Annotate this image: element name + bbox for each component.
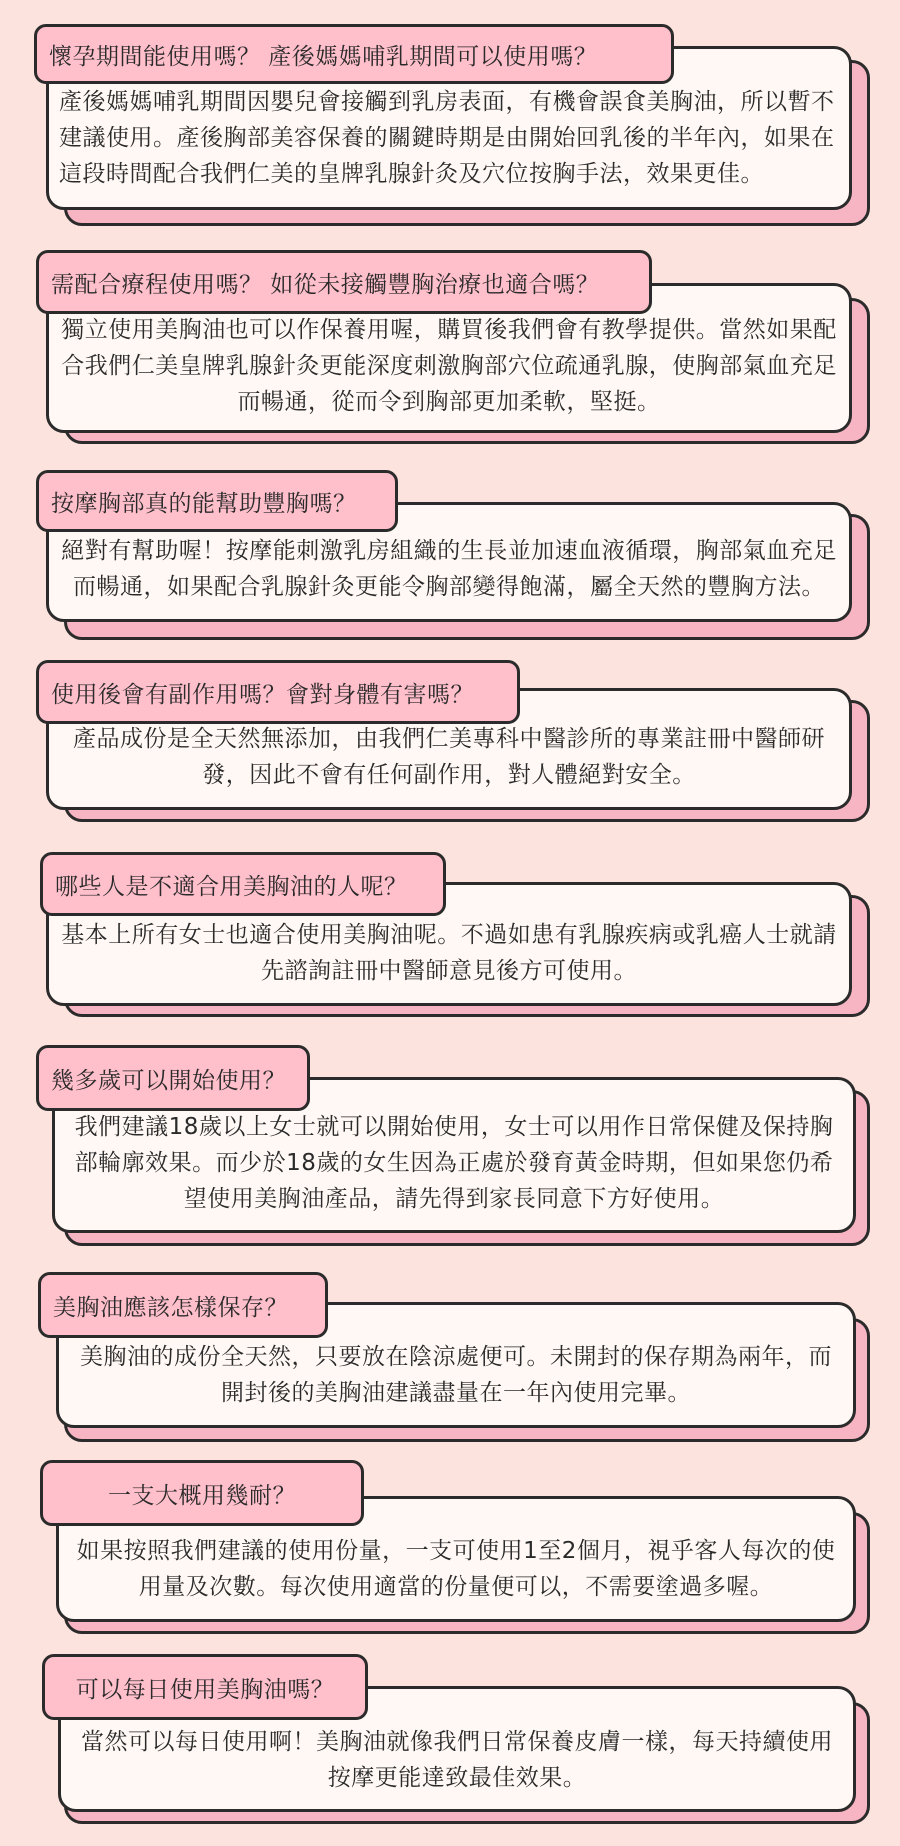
faq-question (42, 1654, 368, 1720)
faq-answer: 產後媽媽哺乳期間因嬰兒會接觸到乳房表面，有機會誤食美胸油，所以暫不建議使用。產後胸部美容保養的關鍵時期是由開始回乳後的半年內，如果在這段時間配合我們仁美的皇牌乳腺針灸及穴位按胸手法，效果更佳。 (59, 89, 835, 187)
faq-question (36, 660, 520, 724)
faq-question (38, 1272, 328, 1338)
faq-answer: 獨立使用美胸油也可以作保養用喔，購買後我們會有教學提供。當然如果配合我們仁美皇牌乳腺針灸更能深度刺激胸部穴位疏通乳腺，使胸部氣血充足而暢通，從而令到胸部更加柔軟，堅挺。 (61, 317, 837, 415)
faq-question-text: 幾多歲可以開始使用？ (51, 1067, 286, 1094)
faq-answer: 絕對有幫助喔！按摩能刺激乳房組織的生長並加速血液循環，胸部氣血充足而暢通，如果配合乳腺針灸更能令胸部變得飽滿，屬全天然的豐胸方法。 (61, 538, 837, 600)
faq-question (36, 470, 398, 532)
faq-answer: 我們建議18歲以上女士就可以開始使用，女士可以用作日常保健及保持胸部輪廓效果。而少於18歲的女生因為正處於發育黃金時期，但如果您仍希望使用美胸油產品，請先得到家長同意下方好使用。 (74, 1114, 834, 1212)
faq-question (34, 24, 674, 84)
faq-question-text: 美胸油應該怎樣保存？ (53, 1294, 288, 1321)
faq-answer: 當然可以每日使用啊！美胸油就像我們日常保養皮膚一樣，每天持續使用按摩更能達致最佳效果。 (81, 1729, 833, 1791)
faq-question (36, 1045, 310, 1111)
faq-question-text: 可以每日使用美胸油嗎？ (75, 1676, 335, 1703)
faq-question (36, 250, 652, 314)
faq-answer: 如果按照我們建議的使用份量，一支可使用1至2個月，視乎客人每次的使用量及次數。每次使用適當的份量便可以，不需要塗過多喔。 (76, 1538, 836, 1600)
faq-answer: 基本上所有女士也適合使用美胸油呢。不過如患有乳腺疾病或乳癌人士就請先諮詢註冊中醫師意見後方可使用。 (61, 922, 837, 984)
faq-question-text: 按摩胸部真的能幫助豐胸嗎？ (51, 490, 357, 517)
faq-answer: 美胸油的成份全天然，只要放在陰涼處便可。未開封的保存期為兩年，而開封後的美胸油建議盡量在一年內使用完畢。 (80, 1344, 832, 1406)
faq-question-text: 需配合療程使用嗎？ 如從未接觸豐胸治療也適合嗎？ (51, 271, 600, 298)
faq-question-text: 一支大概用幾耐？ (108, 1482, 296, 1509)
faq-answer: 產品成份是全天然無添加，由我們仁美專科中醫診所的專業註冊中醫師研發，因此不會有任何副作用，對人體絕對安全。 (73, 726, 825, 788)
faq-question-text: 哪些人是不適合用美胸油的人呢？ (55, 873, 408, 900)
faq-question (40, 852, 446, 916)
faq-question-text: 使用後會有副作用嗎？會對身體有害嗎？ (51, 681, 474, 708)
faq-question-text: 懷孕期間能使用嗎？ 產後媽媽哺乳期間可以使用嗎？ (49, 43, 598, 70)
faq-question (40, 1460, 364, 1526)
